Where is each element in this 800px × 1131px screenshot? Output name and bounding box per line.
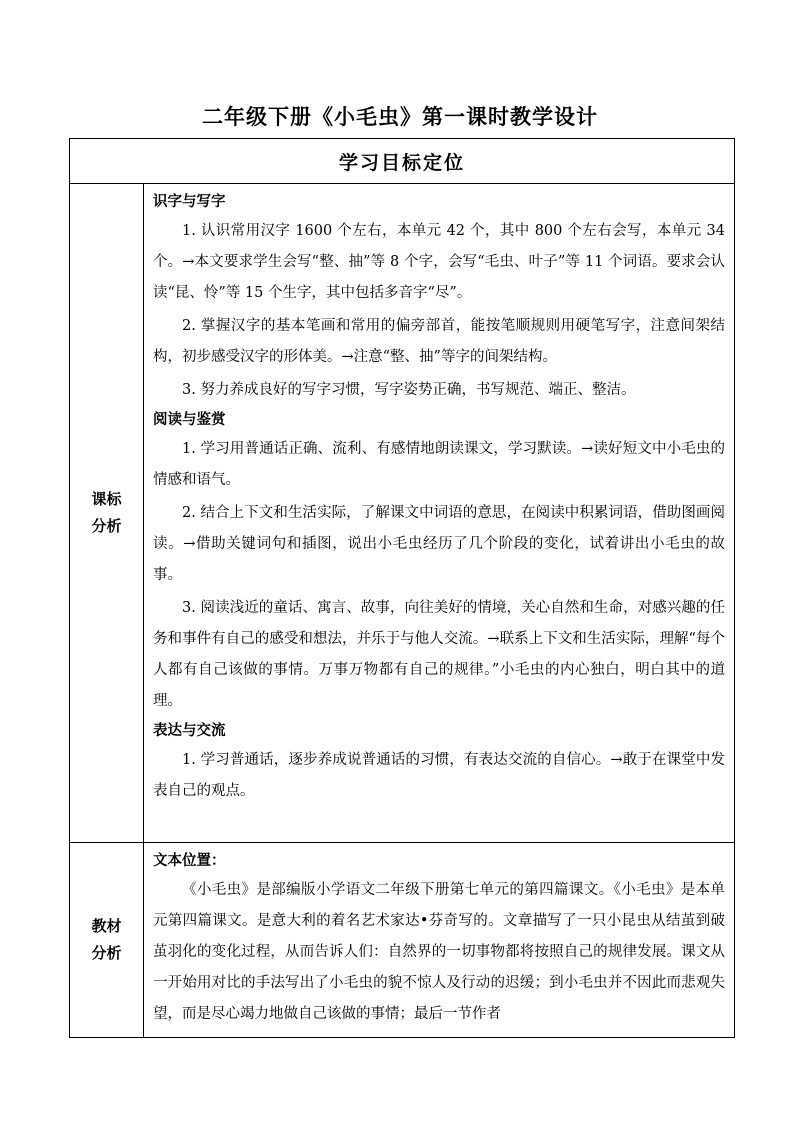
section-content bbox=[144, 184, 735, 843]
paragraph: 《小毛虫》是部编版小学语文二年级下册第七单元的第四篇课文。《小毛虫》是本单元第四篇课文。是意大利的着名艺术家达•芬奇写的。文章描写了一只小昆虫从结茧到破茧羽化的变化过程，从而告诉人们：自然界的一切事物都将按照自己的规律发展。课文从一开始用对比的手法写出了小毛虫的貌不惊人及行动的迟缓；到小毛虫并不因此而悲观失望，而是尽心竭力地做自己该做的事情；最后一节作者 bbox=[153, 882, 726, 1022]
section-label bbox=[70, 184, 144, 843]
section-content bbox=[144, 843, 735, 1038]
paragraph: 2. 结合上下文和生活实际，了解课文中词语的意思，在阅读中积累词语，借助图画阅读。→借助关键词句和插图，说出小毛虫经历了几个阶段的变化，试着讲出小毛虫的故事。 bbox=[153, 505, 726, 583]
paragraph: 3. 努力养成良好的写字习惯，写字姿势正确，书写规范、端正、整洁。 bbox=[182, 382, 636, 398]
group-heading: 文本位置： bbox=[153, 853, 226, 869]
paragraph: 2. 掌握汉字的基本笔画和常用的偏旁部首，能按笔顺规则用硬笔写字，注意间架结构，初步感受汉字的形体美。→注意“整、抽”等字的间架结构。 bbox=[153, 318, 726, 365]
table-header-row bbox=[70, 139, 735, 184]
document-title: 二年级下册《小毛虫》第一课时教学设计 bbox=[202, 105, 598, 129]
group-heading: 表达与交流 bbox=[153, 723, 226, 739]
curriculum-analysis-row bbox=[70, 184, 735, 843]
section-label-line: 课标 bbox=[91, 490, 122, 508]
textbook-analysis-row bbox=[70, 843, 735, 1038]
table-header: 学习目标定位 bbox=[70, 139, 735, 184]
paragraph: 1. 学习用普通话正确、流利、有感情地朗读课文，学习默读。→读好短文中小毛虫的情感和语气。 bbox=[153, 441, 726, 488]
section-label bbox=[70, 843, 144, 1038]
paragraph: 1. 认识常用汉字 1600 个左右，本单元 42 个，其中 800 个左右会写，本单元 34 个。→本文要求学生会写“整、抽”等 8 个字，会写“毛虫、叶子”等 11 个词语。要求会认读“昆、怜”等 15 个生字，其中包括多音字“尽”。 bbox=[153, 223, 726, 301]
section-label-line: 分析 bbox=[91, 944, 122, 962]
lesson-plan-table bbox=[69, 138, 735, 1038]
paragraph: 1. 学习普通话，逐步养成说普通话的习惯，有表达交流的自信心。→敢于在课堂中发表自己的观点。 bbox=[153, 752, 726, 799]
section-label-line: 分析 bbox=[91, 517, 122, 535]
group-heading: 阅读与鉴赏 bbox=[153, 412, 226, 428]
section-content-clip bbox=[153, 847, 725, 1031]
paragraph: 3. 阅读浅近的童话、寓言、故事，向往美好的情境，关心自然和生命，对感兴趣的任务和事件有自己的感受和想法，并乐于与他人交流。→联系上下文和生活实际，理解“每个人都有自己该做的事情。万事万物都有自己的规律。”小毛虫的内心独白，明白其中的道理。 bbox=[153, 600, 726, 709]
group-heading: 识字与写字 bbox=[153, 194, 226, 210]
section-label-line: 教材 bbox=[91, 917, 122, 935]
